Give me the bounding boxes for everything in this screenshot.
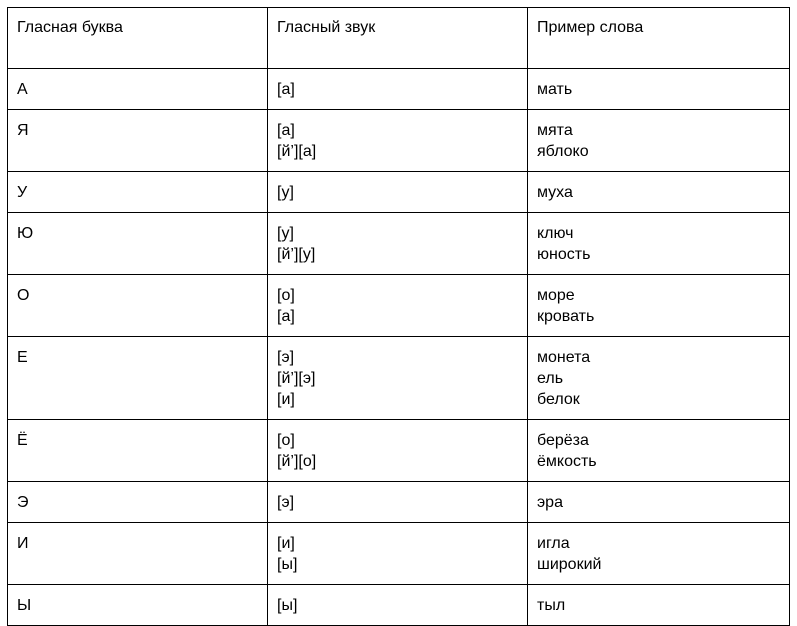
header-sound: Гласный звук [268, 8, 528, 69]
sound-line: [а] [277, 122, 295, 139]
sound-line: [а] [277, 308, 295, 325]
sound-line: [у] [277, 184, 294, 201]
table-row [8, 213, 790, 275]
vowels-table [7, 7, 790, 626]
sound-cell [268, 337, 528, 420]
example-line: кровать [537, 308, 595, 325]
sound-line: [э] [277, 349, 295, 366]
example-line: яблоко [537, 143, 589, 160]
letter-cell: Я [8, 110, 268, 172]
table-row [8, 337, 790, 420]
letter-cell: Ы [8, 585, 268, 626]
example-line: море [537, 287, 575, 304]
sound-cell [268, 420, 528, 482]
example-line: монета [537, 349, 591, 366]
example-line: ёмкость [537, 453, 597, 470]
sound-line: [й’][а] [277, 143, 317, 160]
example-line: эра [537, 494, 563, 511]
example-line: ключ [537, 225, 574, 242]
example-line: юность [537, 246, 591, 263]
sound-line: [й’][о] [277, 453, 317, 470]
table-row [8, 523, 790, 585]
sound-line: [и] [277, 535, 295, 552]
example-cell [528, 69, 790, 110]
letter-cell: Е [8, 337, 268, 420]
sound-cell [268, 275, 528, 337]
letter-cell: А [8, 69, 268, 110]
example-line: берёза [537, 432, 589, 449]
sound-line: [о] [277, 287, 295, 304]
sound-line: [о] [277, 432, 295, 449]
example-line: ель [537, 370, 564, 387]
example-cell [528, 420, 790, 482]
sound-line: [у] [277, 225, 294, 242]
letter-cell: У [8, 172, 268, 213]
table-row [8, 172, 790, 213]
sound-line: [э] [277, 494, 295, 511]
example-cell [528, 213, 790, 275]
header-example: Пример слова [528, 8, 790, 69]
example-cell [528, 337, 790, 420]
table-row [8, 275, 790, 337]
sound-cell [268, 69, 528, 110]
sound-cell [268, 523, 528, 585]
letter-cell: Э [8, 482, 268, 523]
letter-cell: Ё [8, 420, 268, 482]
example-line: мята [537, 122, 573, 139]
table-row [8, 420, 790, 482]
example-cell [528, 110, 790, 172]
table-header-row [8, 8, 790, 69]
letter-cell: О [8, 275, 268, 337]
table-row [8, 585, 790, 626]
sound-line: [ы] [277, 556, 298, 573]
example-line: муха [537, 184, 573, 201]
sound-cell [268, 482, 528, 523]
example-cell [528, 523, 790, 585]
table-row [8, 69, 790, 110]
table-row [8, 482, 790, 523]
sound-cell [268, 213, 528, 275]
letter-cell: Ю [8, 213, 268, 275]
header-letter: Гласная буква [8, 8, 268, 69]
example-line: мать [537, 81, 573, 98]
sound-cell [268, 110, 528, 172]
table-row [8, 110, 790, 172]
sound-line: [й’][э] [277, 370, 316, 387]
example-cell [528, 172, 790, 213]
sound-line: [а] [277, 81, 295, 98]
example-line: широкий [537, 556, 602, 573]
letter-cell: И [8, 523, 268, 585]
example-line: белок [537, 391, 580, 408]
sound-line: [й’][у] [277, 246, 316, 263]
example-cell [528, 275, 790, 337]
sound-line: [ы] [277, 597, 298, 614]
example-cell [528, 585, 790, 626]
example-line: тыл [537, 597, 566, 614]
example-cell [528, 482, 790, 523]
sound-cell [268, 585, 528, 626]
sound-cell [268, 172, 528, 213]
example-line: игла [537, 535, 570, 552]
sound-line: [и] [277, 391, 295, 408]
